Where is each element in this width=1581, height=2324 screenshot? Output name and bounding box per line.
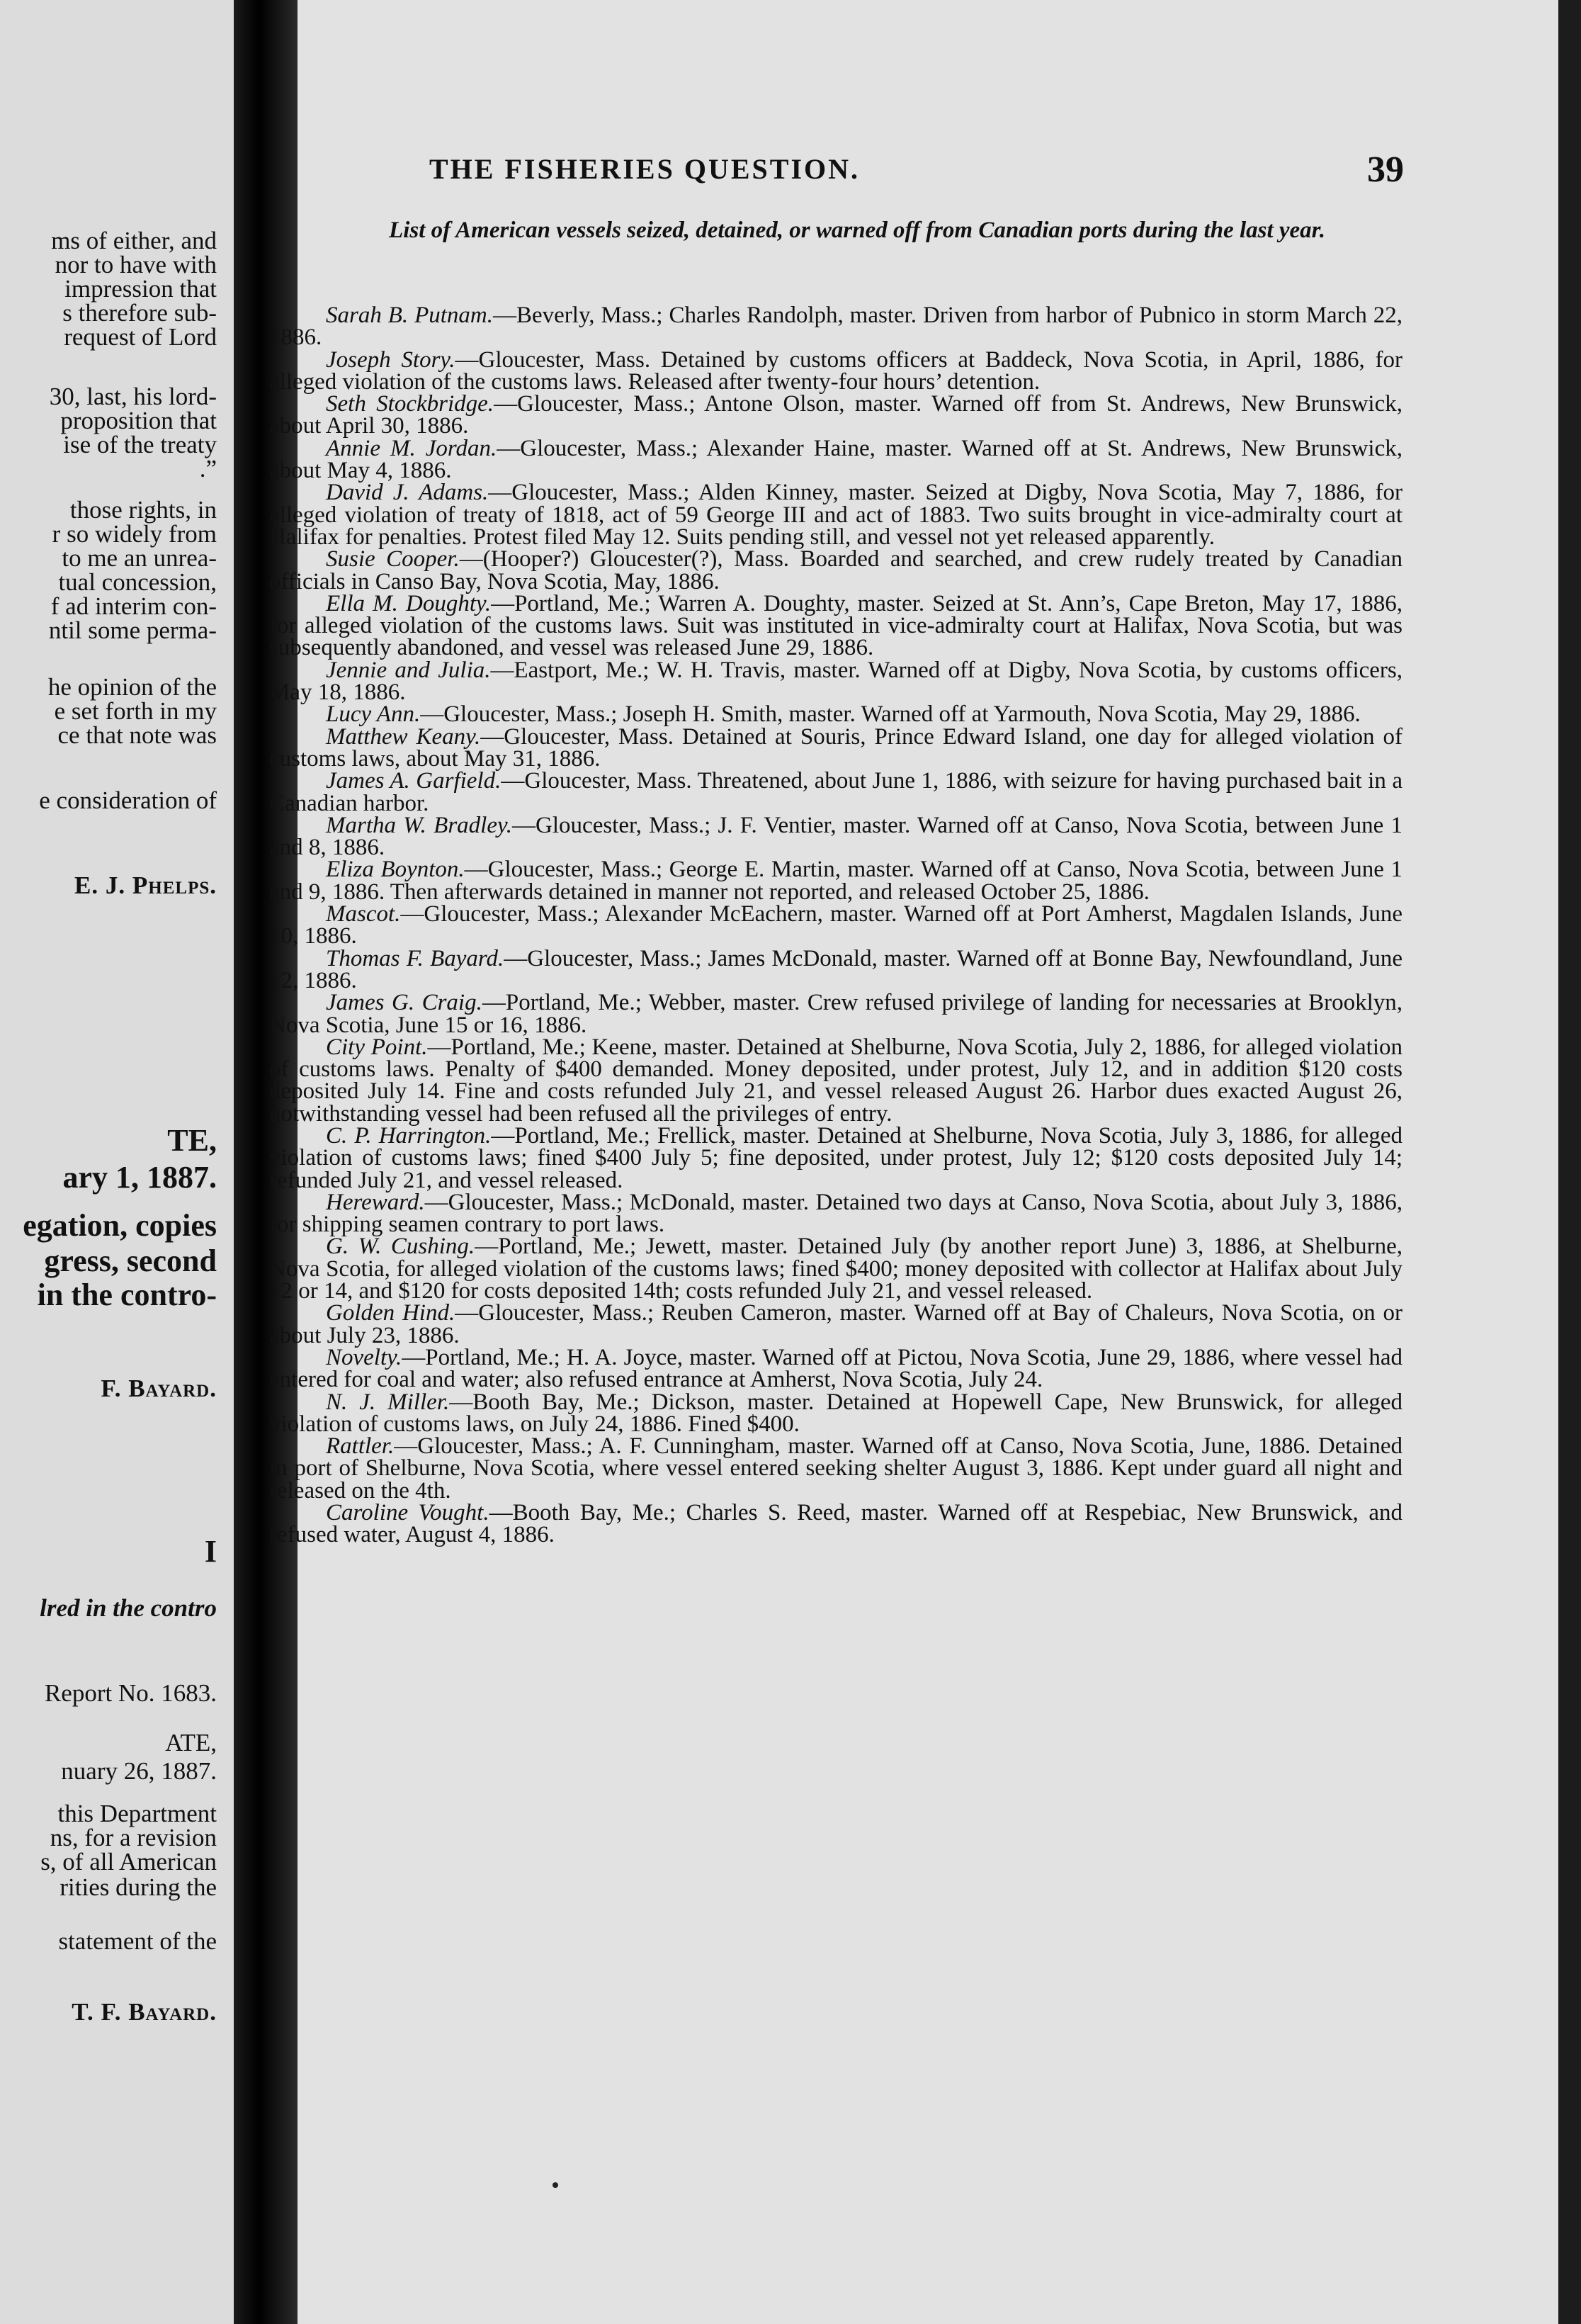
left-page-line: T. F. Bayard. xyxy=(72,1998,217,2026)
vessel-name: Thomas F. Bayard. xyxy=(326,945,504,971)
vessel-details: —Gloucester, Mass. Detained by customs officers at Baddeck, Nova Scotia, in April, 1886, for alleged violation of the customs laws. Released after twenty-four hours’ detention. xyxy=(269,346,1402,395)
left-page-line: nor to have with xyxy=(55,251,217,278)
vessel-entry xyxy=(269,1189,1402,1238)
vessel-details: —Gloucester, Mass. Threatened, about June 1, 1886, with seizure for having purchased bait in a Canadian harbor. xyxy=(269,768,1402,816)
vessel-entry xyxy=(269,393,1402,438)
left-page-line: egation, copies xyxy=(23,1208,217,1243)
vessel-entry xyxy=(269,723,1402,772)
vessel-list xyxy=(269,305,1402,1547)
vessel-name: Lucy Ann. xyxy=(326,701,421,728)
vessel-details: —Gloucester, Mass.; Alexander McEachern, master. Warned off at Port Amherst, Magdalen Islands, June 10, 1886. xyxy=(269,901,1402,949)
vessel-name: Susie Cooper. xyxy=(326,546,460,572)
vessel-entry xyxy=(269,1435,1402,1502)
vessel-details: —Gloucester, Mass.; McDonald, master. Detained two days at Canso, Nova Scotia, about July 3, 1886, for shipping seamen contrary to port laws. xyxy=(269,1189,1402,1238)
vessel-name: Annie M. Jordan. xyxy=(326,435,497,461)
vessel-entry xyxy=(269,435,1402,484)
vessel-entry xyxy=(269,812,1402,861)
left-page-line: ATE, xyxy=(165,1729,217,1756)
vessel-details: —Portland, Me.; Jewett, master. Detained July (by another report June) 3, 1886, at Shelburne, Nova Scotia, for alleged violation of the customs laws; fined $400; money deposited with collector at Halifax about July 12 or 14, and $120 for costs deposited 14th; costs refunded July 21, and vessel released. xyxy=(269,1234,1402,1304)
vessel-entry xyxy=(269,548,1402,593)
vessel-entry xyxy=(269,859,1402,903)
vessel-name: Golden Hind. xyxy=(326,1300,455,1326)
vessel-entry xyxy=(269,1236,1402,1302)
vessel-name: David J. Adams. xyxy=(326,480,489,506)
left-page-line: to me an unrea- xyxy=(62,544,217,572)
left-page-line: TE, xyxy=(167,1123,217,1158)
vessel-entry xyxy=(269,482,1402,548)
vessel-details: —Booth Bay, Me.; Dickson, master. Detained at Hopewell Cape, New Brunswick, for alleged violation of customs laws, on July 24, 1886. Fined $400. xyxy=(269,1389,1403,1437)
vessel-entry xyxy=(269,1302,1402,1347)
vessel-name: James G. Craig. xyxy=(326,990,482,1016)
left-page-line: F. Bayard. xyxy=(101,1375,217,1402)
vessel-entry xyxy=(269,1389,1403,1437)
left-page-line: Report No. 1683. xyxy=(44,1679,217,1707)
vessel-details: —Portland, Me.; Keene, master. Detained at Shelburne, Nova Scotia, July 2, 1886, for alleged violation of customs laws. Penalty of $400 demanded. Money deposited, under protest, July 12, and in addition $120 costs deposited July 14. Fine and costs refunded July 21, and vessel released August 26. Harbor dues exacted August 26, notwithstanding vessel had been refused all the privileges of entry. xyxy=(269,1034,1402,1127)
vessel-name: Hereward. xyxy=(326,1189,425,1215)
vessel-name: G. W. Cushing. xyxy=(326,1234,475,1260)
vessel-entry xyxy=(269,770,1402,815)
vessel-details: —Gloucester, Mass.; Antone Olson, master. Warned off from St. Andrews, New Brunswick, about April 30, 1886. xyxy=(269,391,1403,439)
vessel-entry xyxy=(269,1344,1402,1393)
vessel-name: Jennie and Julia. xyxy=(326,657,491,683)
vessel-entry xyxy=(269,590,1403,661)
vessel-name: Sarah B. Putnam. xyxy=(326,303,493,328)
left-page-line: gress, second xyxy=(44,1243,217,1278)
vessel-entry xyxy=(269,305,1402,349)
left-page-line: r so widely from xyxy=(52,520,217,548)
vessel-entry xyxy=(269,1122,1402,1193)
page-edge xyxy=(1558,0,1581,2324)
left-page-line: tual concession, xyxy=(58,568,217,596)
vessel-details: —Portland, Me.; H. A. Joyce, master. Warned off at Pictou, Nova Scotia, June 29, 1886, where vessel had entered for coal and water; also refused entrance at Amherst, Nova Scotia, July 24. xyxy=(269,1344,1402,1393)
left-page-line: .” xyxy=(199,455,217,483)
left-page-line: f ad interim con- xyxy=(50,592,217,620)
left-page-line: ns, for a revision xyxy=(50,1824,217,1851)
vessel-entry xyxy=(269,945,1402,993)
left-page-line: s therefore sub- xyxy=(62,299,217,327)
vessel-name: City Point. xyxy=(326,1034,428,1060)
vessel-name: Caroline Vought. xyxy=(326,1500,489,1526)
vessel-entry xyxy=(269,346,1402,395)
printer-mark xyxy=(552,2182,558,2188)
left-page-line: impression that xyxy=(64,275,217,303)
vessel-details: —Gloucester, Mass.; James McDonald, master. Warned off at Bonne Bay, Newfoundland, June 12, 1886. xyxy=(269,945,1402,993)
vessel-name: C. P. Harrington. xyxy=(326,1122,492,1149)
left-page-line: ntil some perma- xyxy=(48,616,217,644)
vessel-details: —Beverly, Mass.; Charles Randolph, master. Driven from harbor of Pubnico in storm March 22, 1886. xyxy=(269,303,1402,351)
vessel-details: —Gloucester, Mass.; Reuben Cameron, master. Warned off at Bay of Chaleurs, Nova Scotia, on or about July 23, 1886. xyxy=(269,1300,1402,1348)
vessel-name: N. J. Miller. xyxy=(326,1389,450,1415)
vessel-name: James A. Garfield. xyxy=(326,768,502,794)
vessel-entry xyxy=(269,903,1402,948)
vessel-details: —(Hooper?) Gloucester(?), Mass. Boarded and searched, and crew rudely treated by Canadian officials in Canso Bay, Nova Scotia, May, 1886. xyxy=(269,546,1403,594)
left-page-line: request of Lord xyxy=(64,323,217,351)
vessel-details: —Gloucester, Mass.; Joseph H. Smith, master. Warned off at Yarmouth, Nova Scotia, May 29, 1886. xyxy=(420,701,1361,728)
left-page-line: ms of either, and xyxy=(51,227,217,254)
vessel-details: —Gloucester, Mass.; Alexander Haine, master. Warned off at St. Andrews, New Brunswick, about May 4, 1886. xyxy=(269,435,1402,484)
left-page-line: e consideration of xyxy=(39,786,217,814)
left-page-line: ce that note was xyxy=(57,721,217,749)
vessel-details: —Eastport, Me.; W. H. Travis, master. Warned off at Digby, Nova Scotia, by customs officers, May 18, 1886. xyxy=(269,657,1403,706)
vessel-name: Novelty. xyxy=(326,1344,402,1370)
left-page-line: ise of the treaty xyxy=(63,431,217,458)
left-page-line: this Department xyxy=(57,1800,217,1827)
vessel-entry xyxy=(269,1502,1402,1547)
vessel-entry xyxy=(269,701,1402,728)
vessel-entry xyxy=(269,657,1403,706)
left-page-line: s, of all American xyxy=(40,1848,217,1875)
vessel-details: —Portland, Me.; Warren A. Doughty, master. Seized at St. Ann’s, Cape Breton, May 17, 1886, for alleged violation of the customs laws. Suit was instituted in vice-admiralty court at Halifax, Nova Scotia, but was subsequently abandoned, and vessel was released June 29, 1886. xyxy=(269,590,1403,661)
left-page-line: nuary 26, 1887. xyxy=(61,1757,217,1785)
vessel-details: —Gloucester, Mass.; George E. Martin, master. Warned off at Canso, Nova Scotia, between June 1 and 9, 1886. Then afterwards detained in manner not reported, and released October 25, 1886. xyxy=(269,857,1402,905)
vessel-details: —Gloucester, Mass.; J. F. Ventier, master. Warned off at Canso, Nova Scotia, between June 1 and 8, 1886. xyxy=(269,812,1402,861)
vessel-details: —Gloucester, Mass.; A. F. Cunningham, master. Warned off at Canso, Nova Scotia, June, 1886. Detained in port of Shelburne, Nova Scotia, where vessel entered seeking shelter August 3, 1886. Kept under guard all night and released on the 4th. xyxy=(269,1433,1402,1504)
left-page-line: statement of the xyxy=(58,1927,217,1955)
vessel-name: Mascot. xyxy=(326,901,401,927)
left-page-line: ary 1, 1887. xyxy=(62,1160,217,1195)
vessel-name: Eliza Boynton. xyxy=(326,857,465,883)
vessel-details: —Gloucester, Mass.; Alden Kinney, master. Seized at Digby, Nova Scotia, May 7, 1886, for alleged violation of treaty of 1818, act of 59 George III and act of 1883. Two suits brought in vice-admiralty court at Halifax for penalties. Protest filed May 12. Suits pending still, and vessel not yet released apparently. xyxy=(269,480,1403,550)
left-page-fragment xyxy=(0,0,234,2324)
vessel-details: —Portland, Me.; Webber, master. Crew refused privilege of landing for necessaries at Brooklyn, Nova Scotia, June 15 or 16, 1886. xyxy=(269,990,1403,1038)
vessel-details: —Gloucester, Mass. Detained at Souris, Prince Edward Island, one day for alleged violation of customs laws, about May 31, 1886. xyxy=(269,723,1402,772)
left-page-line: he opinion of the xyxy=(47,673,217,701)
left-page-line: proposition that xyxy=(60,407,217,434)
left-page-line: rities during the xyxy=(60,1873,217,1901)
vessel-name: Martha W. Bradley. xyxy=(326,812,513,838)
left-page-line: I xyxy=(204,1534,217,1569)
left-page-line: E. J. Phelps. xyxy=(74,872,217,899)
vessel-details: —Booth Bay, Me.; Charles S. Reed, master. Warned off at Respebiac, New Brunswick, and refused water, August 4, 1886. xyxy=(269,1500,1402,1548)
left-page-line: lred in the contro xyxy=(40,1594,217,1622)
vessel-name: Rattler. xyxy=(326,1433,395,1460)
list-caption: List of American vessels seized, detained, or warned off from Canadian ports during the last year. xyxy=(389,218,1325,243)
vessel-entry xyxy=(269,992,1402,1037)
left-page-line: 30, last, his lord- xyxy=(49,383,217,410)
left-page-line: in the contro- xyxy=(37,1277,217,1312)
vessel-name: Ella M. Doughty. xyxy=(326,590,492,616)
vessel-details: —Portland, Me.; Frellick, master. Detained at Shelburne, Nova Scotia, July 3, 1886, for alleged violation of customs laws; fined $400 July 5; fine deposited, under protest, July 12; $120 costs deposited July 14; refunded July 21, and vessel released. xyxy=(269,1122,1402,1193)
page-number: 39 xyxy=(1367,150,1404,190)
vessel-entry xyxy=(269,1034,1402,1127)
left-page-line: e set forth in my xyxy=(54,697,217,725)
running-head: THE FISHERIES QUESTION. xyxy=(429,153,861,185)
vessel-name: Joseph Story. xyxy=(326,346,455,373)
vessel-name: Matthew Keany. xyxy=(326,723,481,750)
left-page-line: those rights, in xyxy=(69,496,217,524)
vessel-name: Seth Stockbridge. xyxy=(326,391,494,417)
